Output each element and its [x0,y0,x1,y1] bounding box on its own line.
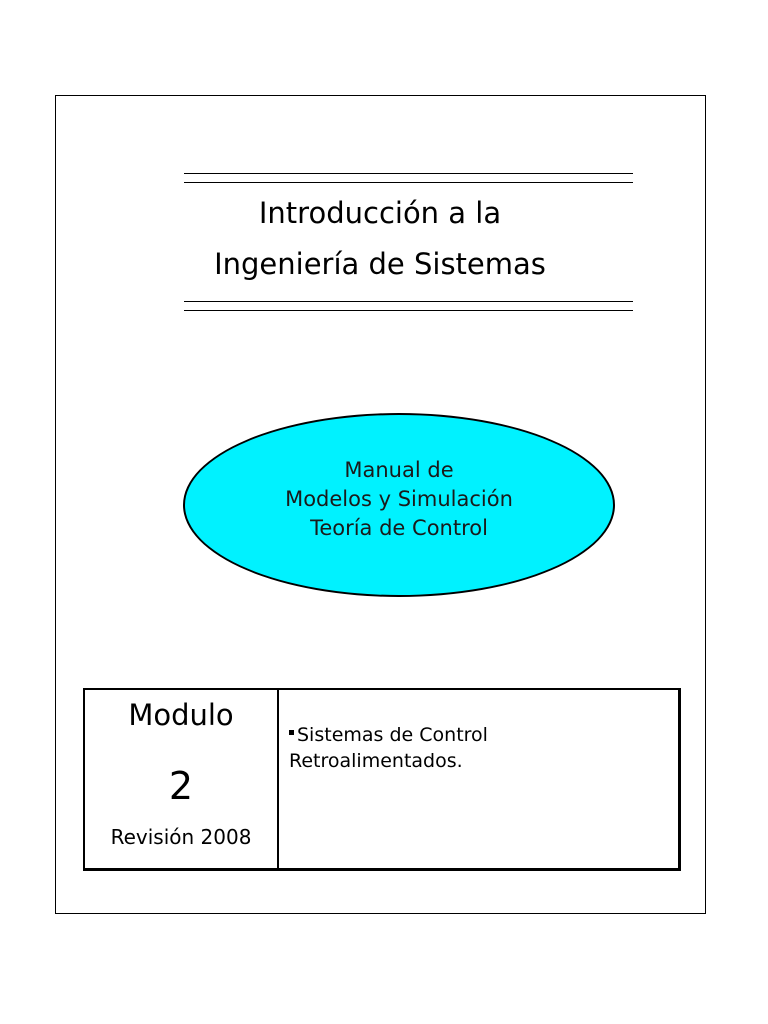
module-table-divider [277,688,279,871]
module-topic [289,722,669,774]
manual-title [183,456,615,543]
manual-title-line-1: Manual de [344,458,454,482]
title-line-2: Ingeniería de Sistemas [214,247,546,281]
bullet-icon [289,730,294,735]
title-line-1: Introducción a la [258,196,502,230]
module-revision: Revisión 2008 [110,825,252,849]
manual-title-line-3: Teoría de Control [310,516,488,540]
module-topic-line-1: Sistemas de Control [297,724,488,746]
module-number: 2 [168,764,194,808]
module-label: Modulo [128,698,234,732]
title-top-rule-2 [184,182,633,183]
title-bottom-rule-2 [184,310,633,311]
manual-title-line-2: Modelos y Simulación [285,487,513,511]
module-topic-line-2: Retroalimentados. [289,750,463,772]
title-top-rule-1 [184,173,633,174]
title-bottom-rule-1 [184,301,633,302]
